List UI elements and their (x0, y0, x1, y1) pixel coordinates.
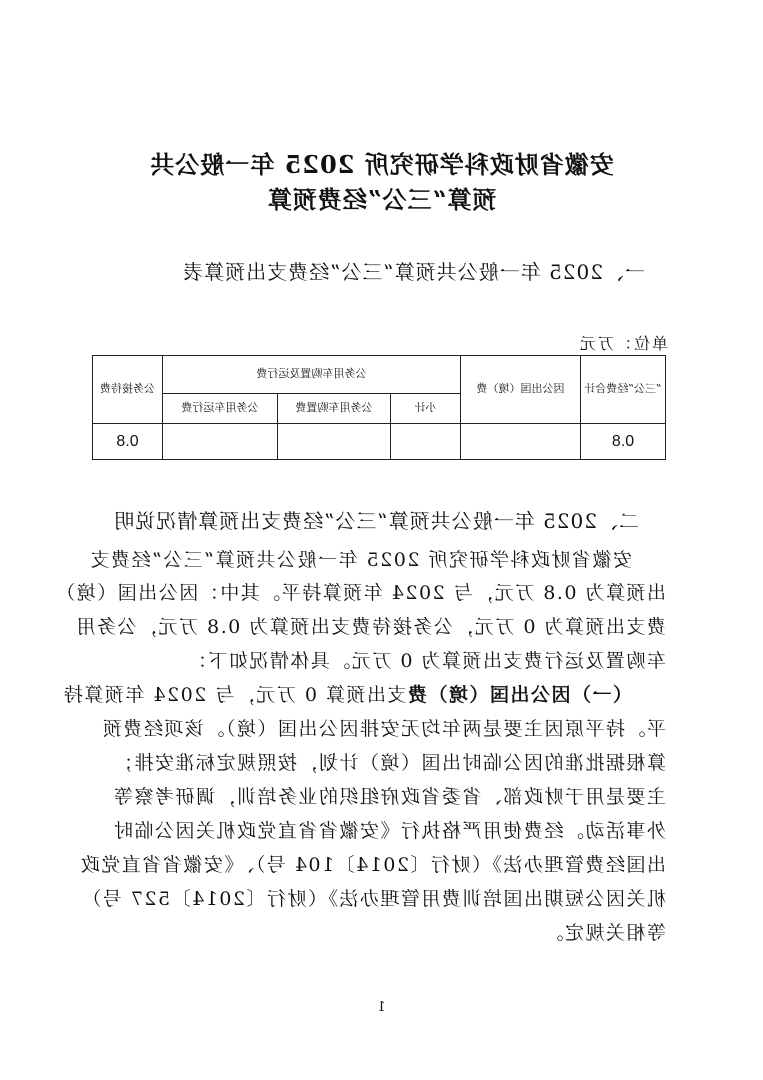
paragraph-line: 出国经费管理办法》（财行〔2014〕104 号）、《安徽省省直党政 (79, 854, 666, 876)
paragraph-line: 外事活动。经费使用严格执行《安徽省省直党政机关因公临时 (112, 820, 666, 842)
header-abroad: 因公出国（境）费 (461, 356, 581, 424)
paragraph-line: 出预算为 0.8 万元，与 2024 年预算持平。其中：因公出国（境） (54, 582, 666, 604)
paragraph-line: 费支出预算为 0 万元，公务接待费支出预算为 0.8 万元，公务用 (75, 616, 666, 638)
paragraph-line: 安徽省财政科学研究所 2025 年一般公共预算“三公”经费支 (89, 549, 632, 571)
value-total: 0.8 (581, 424, 666, 460)
budget-table (92, 355, 666, 460)
value-reception: 0.8 (92, 424, 162, 460)
paragraph-line: 算根据批准的因公临时出国（境）计划，按照规定标准安排； (112, 752, 666, 774)
value-subtotal (391, 424, 461, 460)
unit-label: 单位：万元 (577, 334, 668, 353)
paragraph-line: 平。持平原因主要是两年均无安排因公出国（境）。该项经费预 (101, 718, 666, 740)
header-total: “三公”经费合计 (581, 356, 666, 424)
value-vehicle-operation (162, 424, 277, 460)
header-vehicle-purchase: 公务用车购置费 (278, 394, 391, 424)
subsection1-heading: （一）因公出国（境）费 (406, 684, 632, 706)
paragraph-line: 车购置及运行费支出预算为 0 万元。具体情况如下： (186, 650, 666, 672)
paragraph-line: 机关因公短期出国培训费用管理办法》（财行〔2014〕527 号） (80, 888, 666, 910)
header-subtotal: 小计 (391, 394, 461, 424)
header-vehicle-operation: 公务用车运行费 (162, 394, 277, 424)
document-title-line1: 安徽省财政科学研究所 2025 年一般公共 (149, 150, 614, 179)
page-number: 1 (377, 1000, 386, 1015)
section2-heading: 二、2025 年一般公共预算“三公”经费支出预算情况说明 (113, 509, 639, 533)
subsection1-text: 支出预算 0 万元，与 2024 年预算持 (62, 684, 407, 706)
section1-heading: 一、2025 年一般公共预算“三公”经费支出预算表 (182, 260, 645, 284)
document-title-line2: 预算“三公”经费预算 (266, 185, 497, 214)
paragraph-line: 主要是用于财政部、省委省政府组织的业务培训，调研考察等 (112, 786, 666, 808)
value-abroad (461, 424, 581, 460)
subsection1-line (62, 680, 632, 707)
header-vehicle-group: 公务用车购置及运行费 (162, 356, 460, 394)
value-vehicle-purchase (278, 424, 391, 460)
paragraph-line: 等相关规定。 (542, 922, 666, 944)
header-reception: 公务接待费 (92, 356, 162, 424)
